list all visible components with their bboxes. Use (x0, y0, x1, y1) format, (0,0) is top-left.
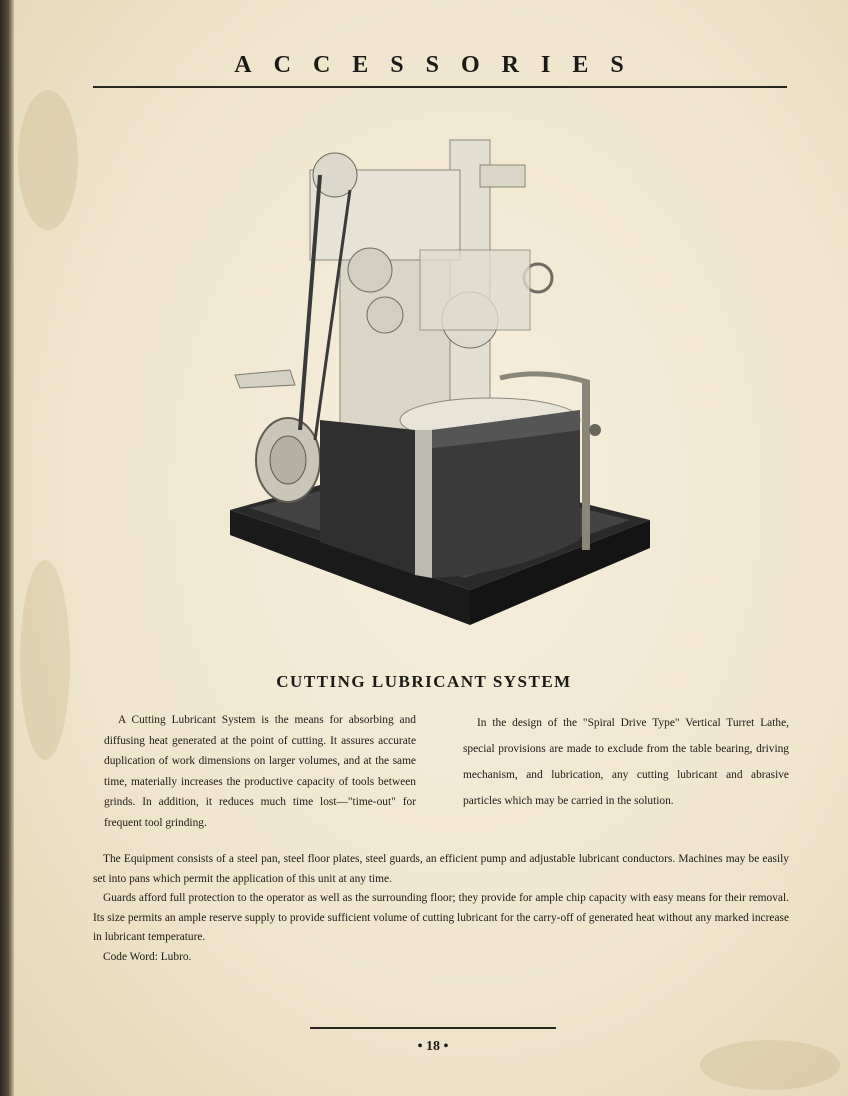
machine-illustration (220, 130, 660, 630)
paper-stain (20, 560, 70, 760)
equipment-paragraph: The Equipment consists of a steel pan, steel floor plates, steel guards, an efficient pump and adjustable lubricant conductors. Machines may be easily set into pans which permit the application of this unit at any time. (93, 853, 789, 885)
figure-caption: CUTTING LUBRICANT SYSTEM (276, 672, 572, 691)
left-column (104, 710, 416, 833)
right-column (463, 710, 789, 814)
guards-paragraph: Guards afford full protection to the operator as well as the surrounding floor; they provide for ample chip capacity with easy means for their removal. Its size permits an ample reserve supply to provide sufficient volume of cutting lubricant for the carry-off of generated heat without any marked increase in lubricant temperature. (93, 892, 789, 943)
body-text (93, 850, 789, 967)
header-rule (93, 86, 787, 88)
code-word: Code Word: Lubro. (103, 950, 192, 963)
paper-stain (700, 1040, 840, 1090)
page-header-title: ACCESSORIES (234, 52, 646, 78)
left-column-paragraph: A Cutting Lubricant System is the means for absorbing and diffusing heat generated at the point of cutting. It assures accurate duplication of work dimensions on larger volumes, and at the same time, materially increases the productive capacity of tools between grinds. In addition, it reduces much time lost—"time-out" for frequent tool grinding. (104, 714, 416, 829)
turret-lathe-with-lubricant-pan-illustration (220, 130, 660, 630)
footer-rule (310, 1027, 556, 1029)
book-spine-shadow (0, 0, 14, 1096)
paper-stain (18, 90, 78, 230)
page-number: • 18 • (417, 1039, 449, 1054)
right-column-paragraph: In the design of the "Spiral Drive Type" Vertical Turret Lathe, special provisions are made to exclude from the table bearing, driving mechanism, and lubrication, any cutting lubricant and abrasive particles which may be carried in the solution. (463, 717, 789, 807)
